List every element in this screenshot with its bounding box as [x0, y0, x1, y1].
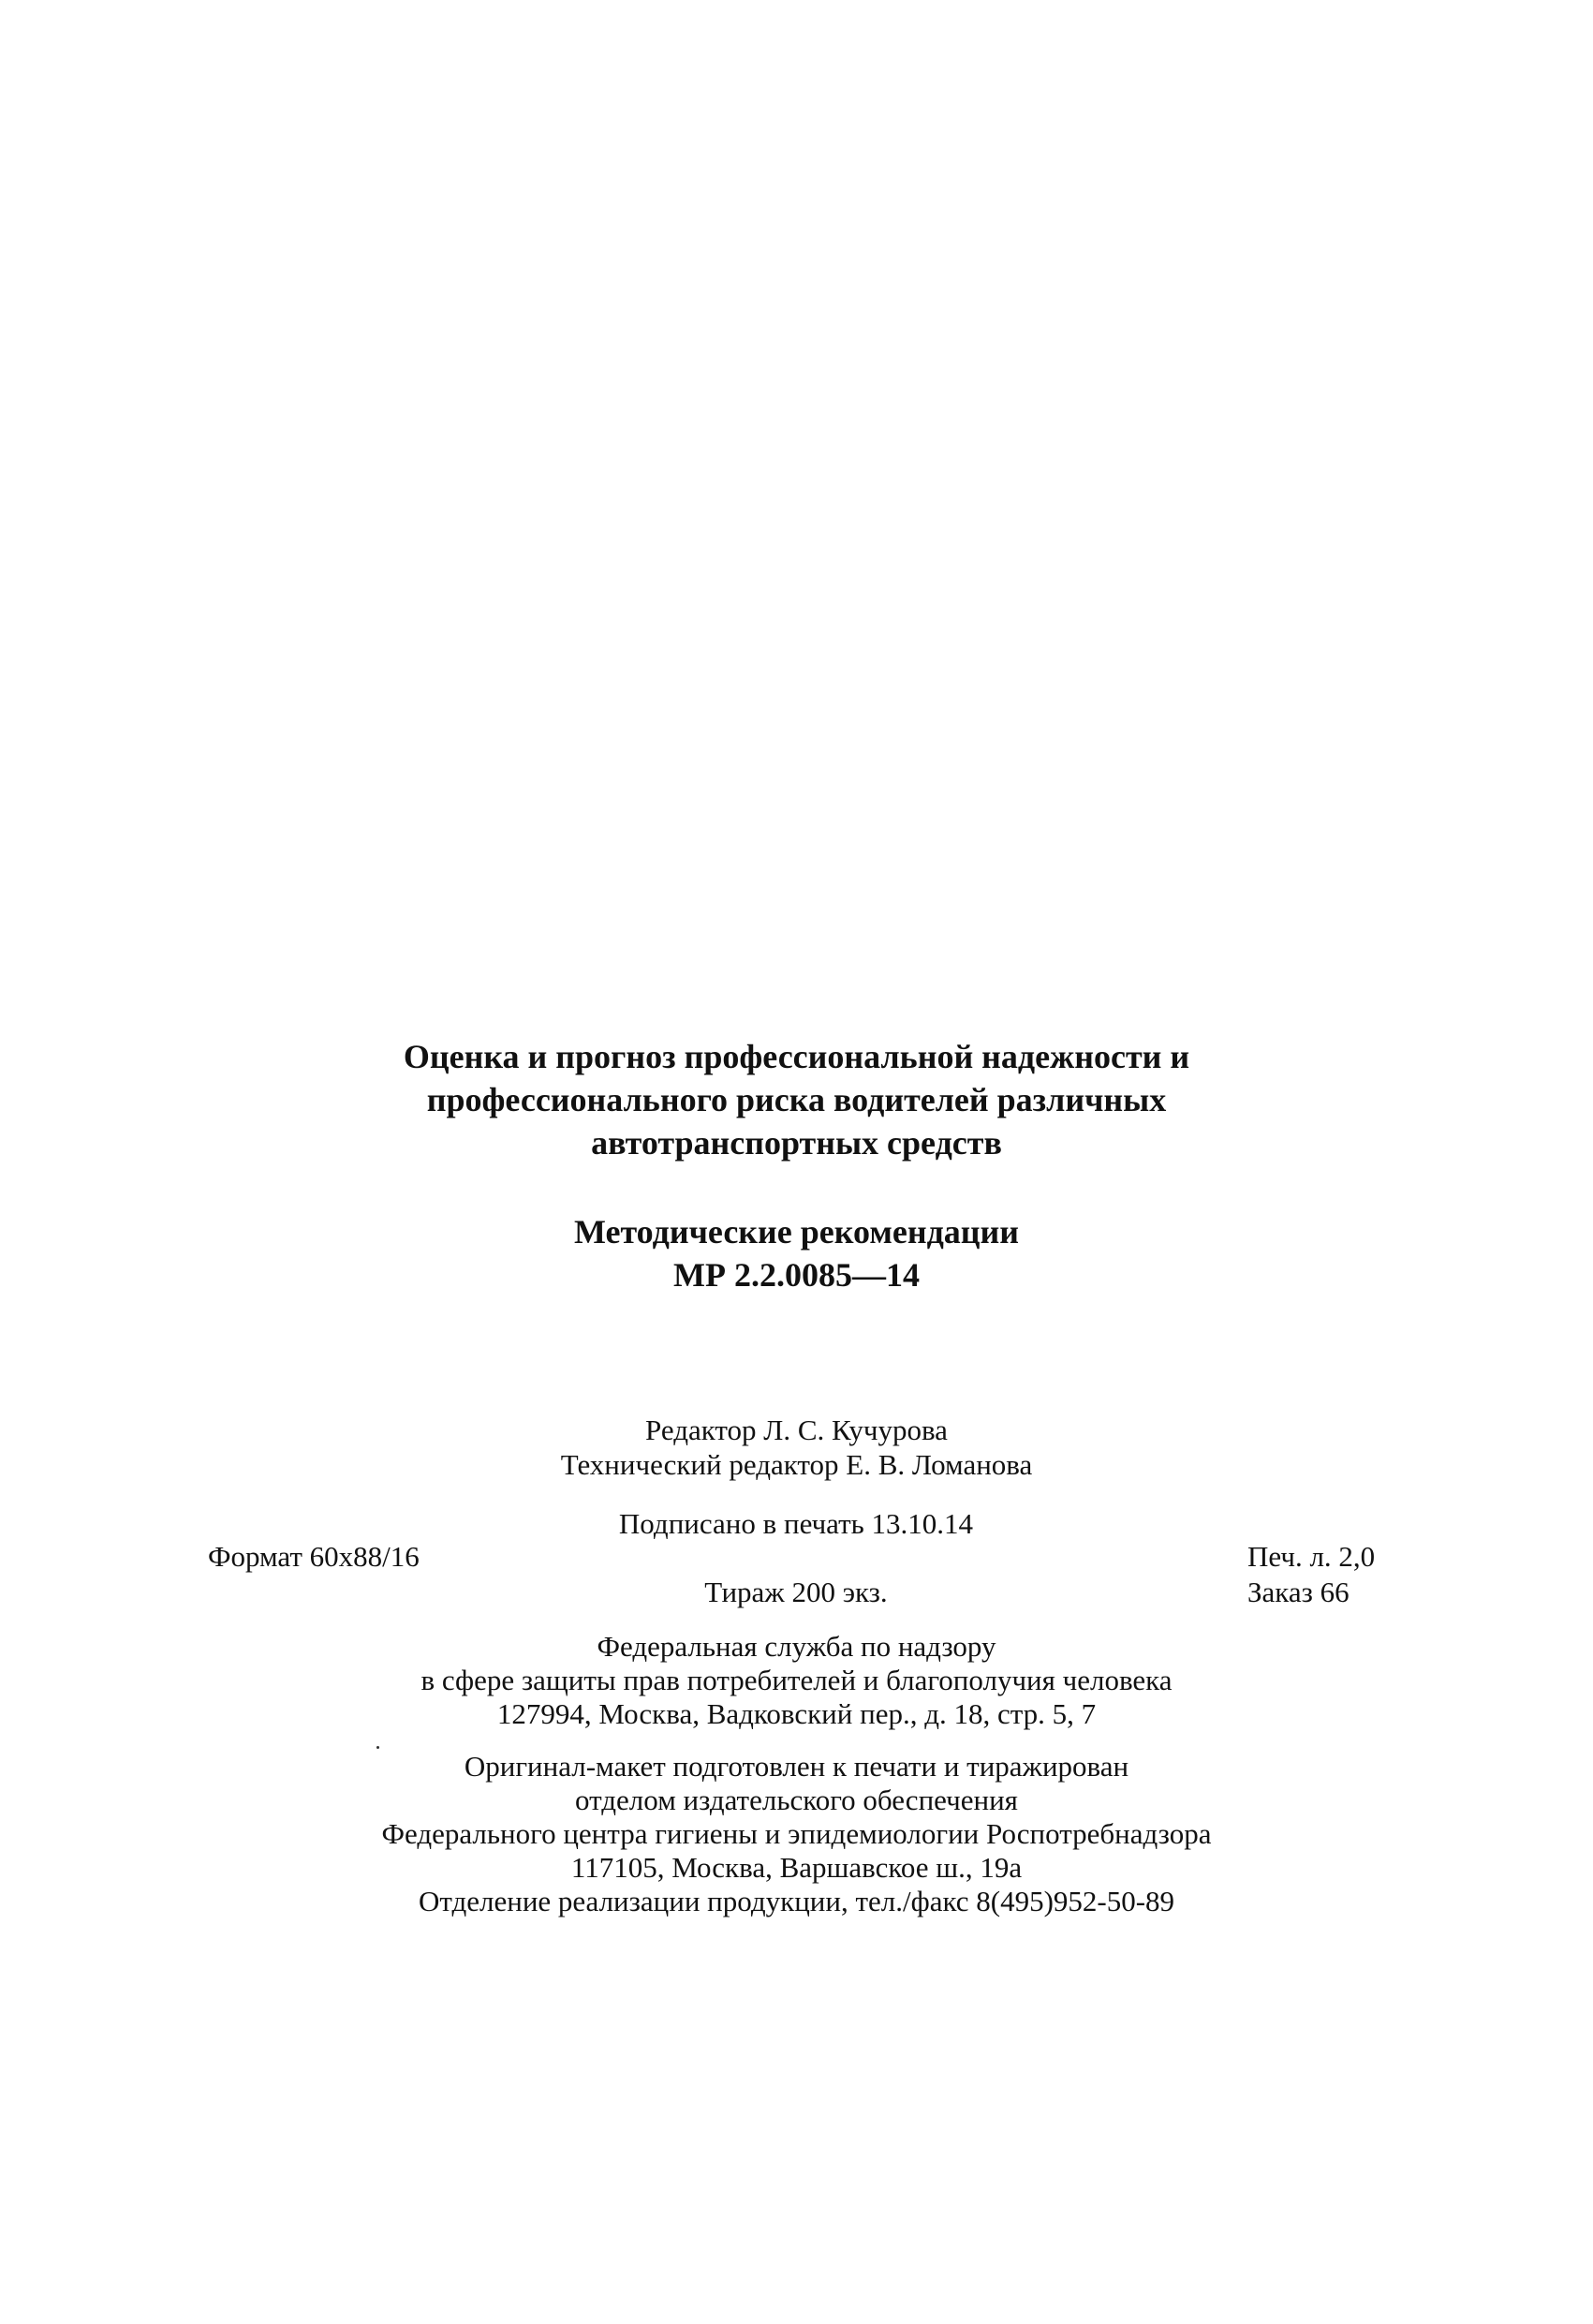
scan-speck	[376, 1746, 379, 1749]
print-sheets: Печ. л. 2,0	[1247, 1540, 1376, 1573]
layout-info	[0, 1750, 1593, 1918]
layout-line: Оригинал-макет подготовлен к печати и тиражирован	[464, 1750, 1129, 1783]
title-line: автотранспортных средств	[591, 1124, 1002, 1162]
publisher-line: Федеральная служба по надзору	[597, 1630, 996, 1663]
title-line: профессионального риска водителей различных	[426, 1081, 1167, 1118]
layout-line: отделом издательского обеспечения	[575, 1784, 1018, 1816]
signed-to-print: Подписано в печать 13.10.14	[618, 1507, 974, 1540]
editor-credit: Редактор Л. С. Кучурова	[645, 1414, 948, 1446]
publisher-address: 127994, Москва, Вадковский пер., д. 18, стр. 5, 7	[496, 1697, 1097, 1730]
document-code: МР 2.2.0085—14	[673, 1256, 920, 1294]
paper-format: Формат 60x88/16	[208, 1540, 420, 1573]
layout-line: Федерального центра гигиены и эпидемиологии Роспотребнадзора	[381, 1817, 1212, 1850]
document-type: Методические рекомендации	[573, 1213, 1020, 1251]
title-line: Оценка и прогноз профессиональной надежности и	[403, 1038, 1190, 1075]
document-subtitle	[0, 1210, 1593, 1296]
editors-credits	[0, 1413, 1593, 1482]
sales-contact: Отделение реализации продукции, тел./факс 8(495)952-50-89	[418, 1885, 1175, 1917]
document-title	[0, 1035, 1593, 1164]
order-number: Заказ 66	[1247, 1576, 1350, 1608]
publisher-line: в сфере защиты прав потребителей и благополучия человека	[420, 1664, 1173, 1696]
publisher-info	[0, 1630, 1593, 1731]
tech-editor-credit: Технический редактор Е. В. Ломанова	[560, 1448, 1033, 1481]
circulation: Тираж 200 экз.	[704, 1576, 888, 1608]
layout-address: 117105, Москва, Варшавское ш., 19а	[570, 1851, 1023, 1884]
